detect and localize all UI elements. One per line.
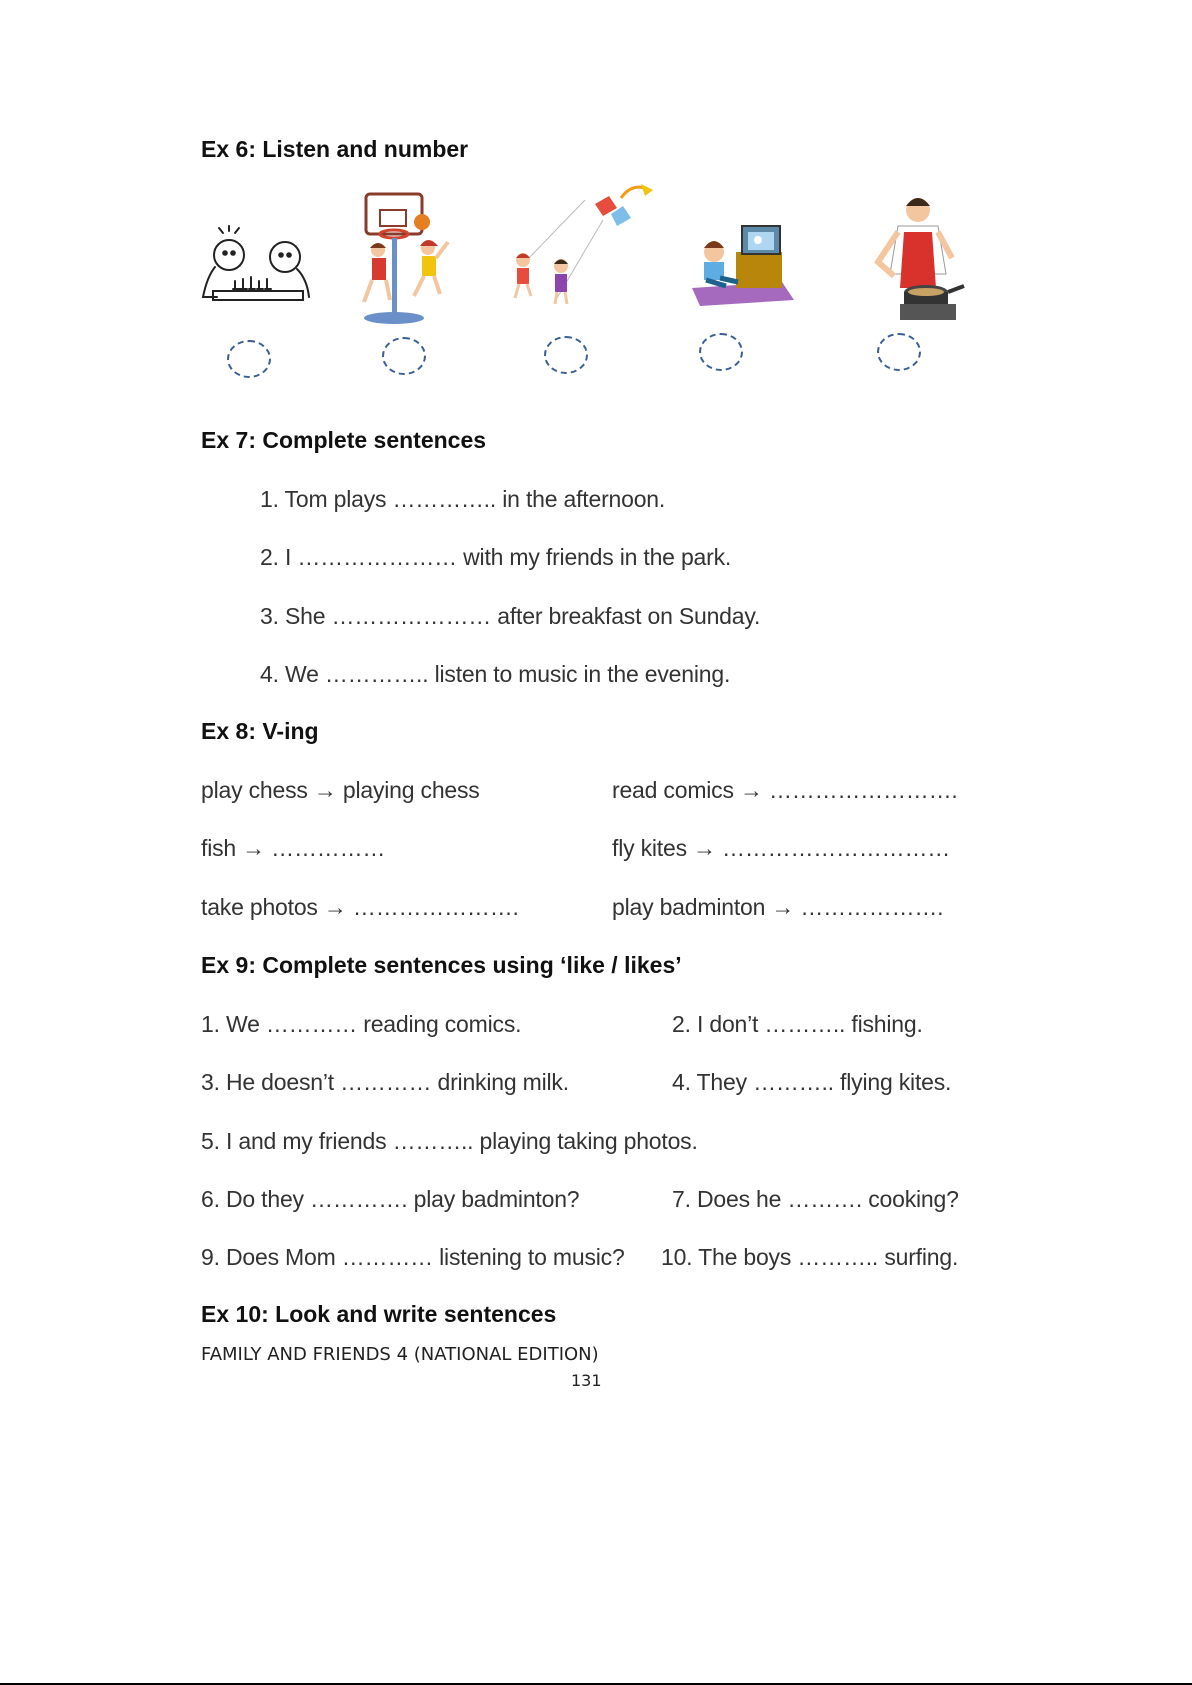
answer-circle-1[interactable] bbox=[227, 340, 271, 378]
answer-circle-2[interactable] bbox=[382, 337, 426, 375]
ex9-item-9: 9. Does Mom ………… listening to music? bbox=[201, 1244, 625, 1270]
ex9-item-2: 2. I don’t ……….. fishing. bbox=[672, 1011, 923, 1037]
ex9-item-5: 5. I and my friends ……….. playing taking photos. bbox=[201, 1128, 698, 1154]
ex7-item-4: 4. We ………….. listen to music in the evening. bbox=[260, 661, 731, 687]
ex10-title: Ex 10: Look and write sentences bbox=[201, 1301, 557, 1327]
ex8-left-2: fish → …………… bbox=[201, 835, 386, 861]
ex7-item-3: 3. She ………………… after breakfast on Sunday. bbox=[260, 603, 761, 629]
ex8-right-1: read comics → ……………………. bbox=[612, 777, 958, 803]
ex7-item-2: 2. I ………………… with my friends in the park. bbox=[260, 544, 732, 570]
ex8-right-3: play badminton → ………………. bbox=[612, 894, 944, 920]
cooking-picture bbox=[864, 192, 968, 328]
basketball-picture bbox=[350, 192, 460, 326]
ex9-item-10: 10. The boys ……….. surfing. bbox=[661, 1244, 959, 1270]
answer-circle-5[interactable] bbox=[877, 333, 921, 371]
ex8-right-2: fly kites → ………………………… bbox=[612, 835, 951, 861]
ex8-left-3: take photos → …………………. bbox=[201, 894, 519, 920]
ex8-left-1: play chess → playing chess bbox=[201, 777, 480, 803]
ex7-title: Ex 7: Complete sentences bbox=[201, 427, 487, 453]
ex8-title: Ex 8: V-ing bbox=[201, 718, 319, 744]
kite-picture bbox=[505, 180, 665, 314]
page-number: 131 bbox=[571, 1371, 602, 1390]
ex9-item-3: 3. He doesn’t ………… drinking milk. bbox=[201, 1069, 569, 1095]
chess-picture bbox=[199, 225, 313, 311]
ex9-title: Ex 9: Complete sentences using ‘like / likes’ bbox=[201, 952, 682, 978]
ex9-item-4: 4. They ……….. flying kites. bbox=[672, 1069, 952, 1095]
answer-circle-4[interactable] bbox=[699, 333, 743, 371]
ex6-title: Ex 6: Listen and number bbox=[201, 136, 469, 162]
ex9-item-7: 7. Does he ………. cooking? bbox=[672, 1186, 959, 1212]
ex7-item-1: 1. Tom plays ………….. in the afternoon. bbox=[260, 486, 666, 512]
book-title-footer: FAMILY AND FRIENDS 4 (NATIONAL EDITION) bbox=[201, 1344, 599, 1365]
tv-picture bbox=[686, 222, 796, 306]
ex9-item-1: 1. We ………… reading comics. bbox=[201, 1011, 522, 1037]
ex9-item-6: 6. Do they …………. play badminton? bbox=[201, 1186, 580, 1212]
answer-circle-3[interactable] bbox=[544, 336, 588, 374]
